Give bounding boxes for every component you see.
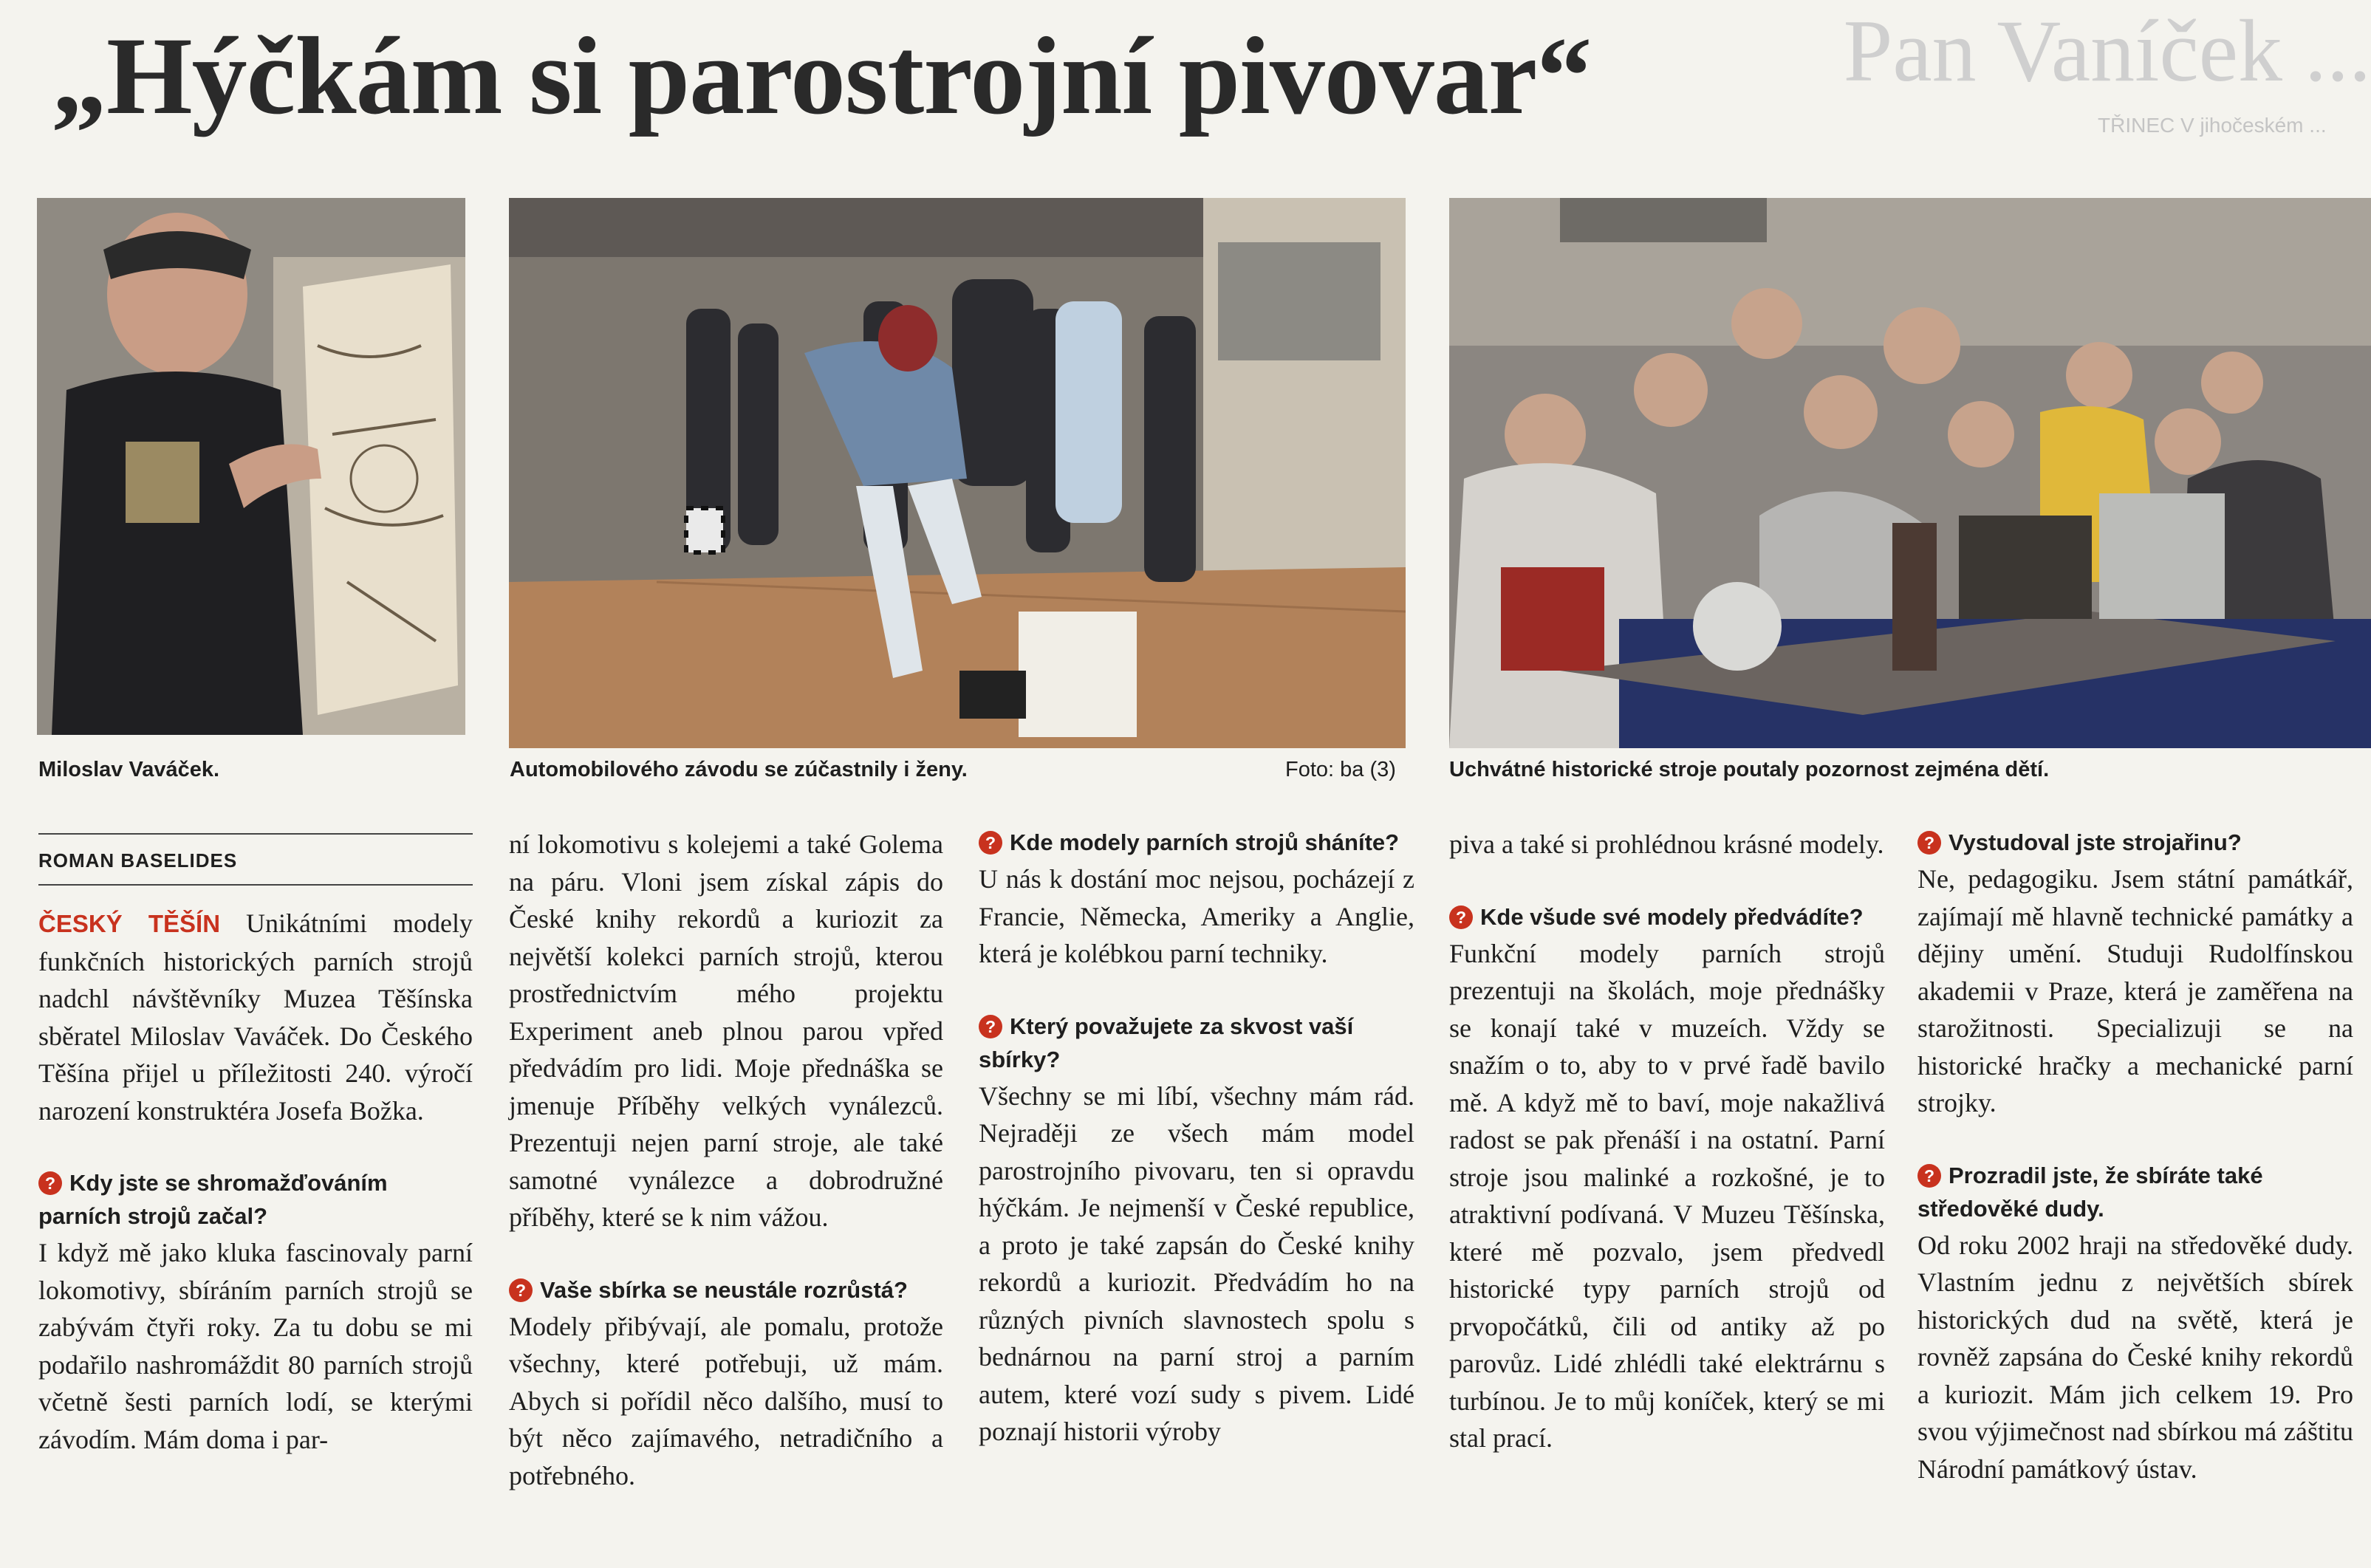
neighbor-article-headline: Pan Vaníček ... — [1843, 1, 2371, 100]
answer-4-part-2: piva a také si prohlédnou krásné modely. — [1449, 829, 1884, 859]
question-3: ? Kde modely parních strojů sháníte? — [979, 826, 1414, 859]
lead-text: Unikátními modely funkčních historických parních strojů nadchl návštěvníky Muzea Těšínska sběratel Miloslav Vaváček. Do Českého Těšína přijel u příležitosti 240. výročí narození konstruktéra Josefa Božka. — [38, 908, 473, 1126]
column-5 — [1917, 826, 2353, 1487]
photo-credit: Foto: ba (3) — [1285, 758, 1396, 781]
question-4: ? Který považujete za skvost vaší sbírky? — [979, 1013, 1354, 1072]
answer-3: U nás k dostání moc nejsou, pocházejí z Francie, Německa, Ameriky a Anglie, která je kolébkou parní techniky. — [979, 864, 1414, 968]
question-mark-icon: ? — [1917, 831, 1941, 855]
answer-5: Funkční modely parních strojů prezentuji na školách, moje přednášky se konají také v muzeích. Vždy se snažím o to, aby to v prvé řadě bavilo mě. A když mě to baví, moje nakažlivá radost se pak přenáší i na ostatní. Parní stroje jsou malinké a rozkošné, je to atraktivní podívaná. V Muzeu Těšínska, které mě pozvalo, jsem předvedl historické typy parních strojů od prvopočátků, čili od antiky až po parovůz. Lidé zhlédli také elektrárnu s turbínou. Je to můj koníček, který se mi stal prací. — [1449, 938, 1885, 1453]
photo-collector-with-poster — [37, 198, 465, 735]
headline: „Hýčkám si parostrojní pivovar“ — [52, 15, 1592, 137]
column-2 — [509, 826, 943, 1494]
answer-6: Ne, pedagogiku. Jsem státní památkář, zajímají mě hlavně technické památky a dějiny umění. Studuji Rudolfínskou akademii v Praze, která je zaměřena na starožitnosti. Specializuji se na historické hračky a mechanické parní strojky. — [1917, 864, 2353, 1117]
question-mark-icon: ? — [509, 1278, 533, 1302]
question-mark-icon: ? — [979, 1015, 1002, 1038]
answer-2: Modely přibývají, ale pomalu, protože všechny, které potřebuji, už mám. Abych si pořídil něco dalšího, musí to být něco zajímavého, netradičního a potřebného. — [509, 1311, 943, 1490]
photo-children-steam-models — [1449, 198, 2371, 748]
neighbor-article-text: TŘINEC V jihočeském ... — [2098, 114, 2327, 137]
question-1: ? Kdy jste se shromažďováním parních strojů začal? — [38, 1170, 388, 1229]
column-3 — [979, 826, 1414, 1451]
column-4 — [1449, 826, 1885, 1457]
question-mark-icon: ? — [38, 1171, 62, 1195]
author-byline: ROMAN BASELIDES — [38, 849, 238, 872]
answer-1-part-1: I když mě jako kluka fascinovaly parní lokomotivy, sbíráním parních strojů se zabývám čtyři roky. Za tu dobu se mi podařilo nashromáždit 80 parních strojů včetně šesti parních lodí, se kterými závodím. Mám doma i par- — [38, 1238, 473, 1454]
caption-photo-2: Automobilového závodu se zúčastnily i ženy. — [510, 758, 968, 781]
answer-7: Od roku 2002 hraji na středověké dudy. Vlastním jednu z největších sbírek historických dud na světě, která je rovněž zapsána do České knihy rekordů a kuriozit. Mám jich celkem 19. Pro svou výjimečnost nad sbírkou má záštitu Národní památkový ústav. — [1917, 1230, 2353, 1484]
question-5: ? Kde všude své modely předvádíte? — [1449, 900, 1885, 934]
author-rule-bottom — [38, 884, 473, 886]
question-2: ? Vaše sbírka se neustále rozrůstá? — [509, 1273, 943, 1307]
answer-4-part-1: Všechny se mi líbí, všechny mám rád. Nejraději ze všech mám model parostrojního pivovaru, ten si opravdu hýčkám. Je nejmenší v České republice, a proto je také zapsán do České knihy rekordů a kuriozit. Předvádím ho na různých pivních slavnostech spolu s bednárnou na parní stroj a parním autem, které vozí sudy s pivem. Lidé poznají historii výroby — [979, 1081, 1414, 1446]
caption-photo-1: Miloslav Vaváček. — [38, 758, 220, 781]
photo-car-race — [509, 198, 1406, 748]
column-1 — [38, 833, 473, 1458]
lead-paragraph — [38, 905, 473, 1129]
question-mark-icon: ? — [979, 831, 1002, 855]
caption-photo-3: Uchvátné historické stroje poutaly pozornost zejména dětí. — [1449, 758, 2050, 781]
dateline-city: ČESKÝ TĚŠÍN — [38, 910, 221, 937]
question-6: ? Vystudoval jste strojařinu? — [1917, 826, 2353, 859]
question-mark-icon: ? — [1449, 905, 1473, 929]
question-mark-icon: ? — [1917, 1164, 1941, 1188]
question-7: ? Prozradil jste, že sbíráte také středověké dudy. — [1917, 1162, 2263, 1222]
answer-1-part-2: ní lokomotivu s kolejemi a také Golema na páru. Vloni jsem získal zápis do České knihy rekordů a kuriozit za největší kolekci parních strojů, kterou prostřednictvím mého projektu Experiment aneb plnou parou vpřed předvádím pro lidi. Moje přednáška se jmenuje Příběhy velkých vynálezců. Prezentuji nejen parní stroje, ale také samotné vynálezce a dobrodružné příběhy, které se k nim vážou. — [509, 829, 943, 1232]
